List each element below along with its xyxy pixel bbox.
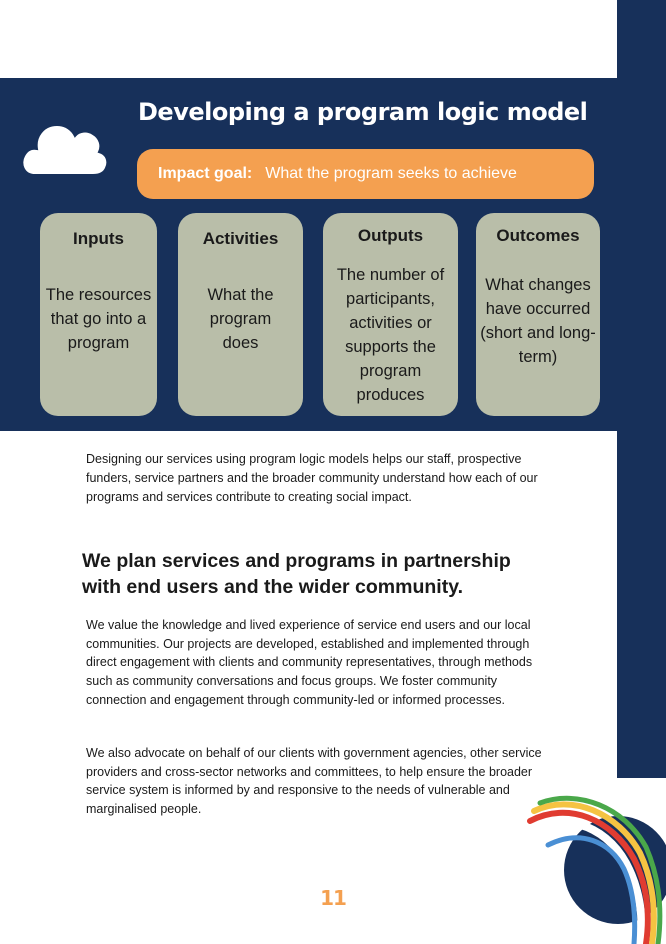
card-outputs xyxy=(323,213,458,416)
body-paragraph: We value the knowledge and lived experience of service end users and our local communities. Our projects are developed, established and implemented through direct engagement with clients and community representatives, through methods such as community conversations and focus groups. We foster community connection and engagement through community-led or informed processes. xyxy=(86,618,533,707)
card-body: What the program does xyxy=(207,286,274,352)
card-title: Inputs xyxy=(73,229,124,248)
card-title: Activities xyxy=(202,229,279,248)
card-outcomes xyxy=(476,213,600,416)
impact-goal-label: Impact goal: xyxy=(158,165,253,182)
page-title: Developing a program logic model xyxy=(138,98,588,126)
impact-goal-pill xyxy=(137,149,594,199)
card-body: The number of participants, activities or supports the program produces xyxy=(336,266,445,404)
intro-paragraph: Designing our services using program logic models helps our staff, prospective funders, service partners and the broader community understand how each of our programs and services contribute to creating social impact. xyxy=(86,452,538,504)
card-title: Outputs xyxy=(357,226,424,245)
section-heading: We plan services and programs in partnership with end users and the wider community. xyxy=(82,550,511,598)
card-body: The resources that go into a program xyxy=(45,286,152,352)
body-paragraph: We also advocate on behalf of our clients with government agencies, other service providers and cross-sector networks and committees, to help ensure the broader service system is informed by and responsive to the needs of vulnerable and marginalised people. xyxy=(86,746,542,817)
card-body: What changes have occurred (short and long-term) xyxy=(480,276,596,366)
impact-goal-text: What the program seeks to achieve xyxy=(265,165,517,182)
right-edge-bar xyxy=(617,0,666,778)
page-number: 11 xyxy=(320,886,346,910)
card-activities xyxy=(178,213,303,416)
card-title: Outcomes xyxy=(496,226,580,245)
card-inputs xyxy=(40,213,157,416)
rainbow-swoosh-logo xyxy=(520,793,666,944)
cloud-icon xyxy=(19,115,109,177)
